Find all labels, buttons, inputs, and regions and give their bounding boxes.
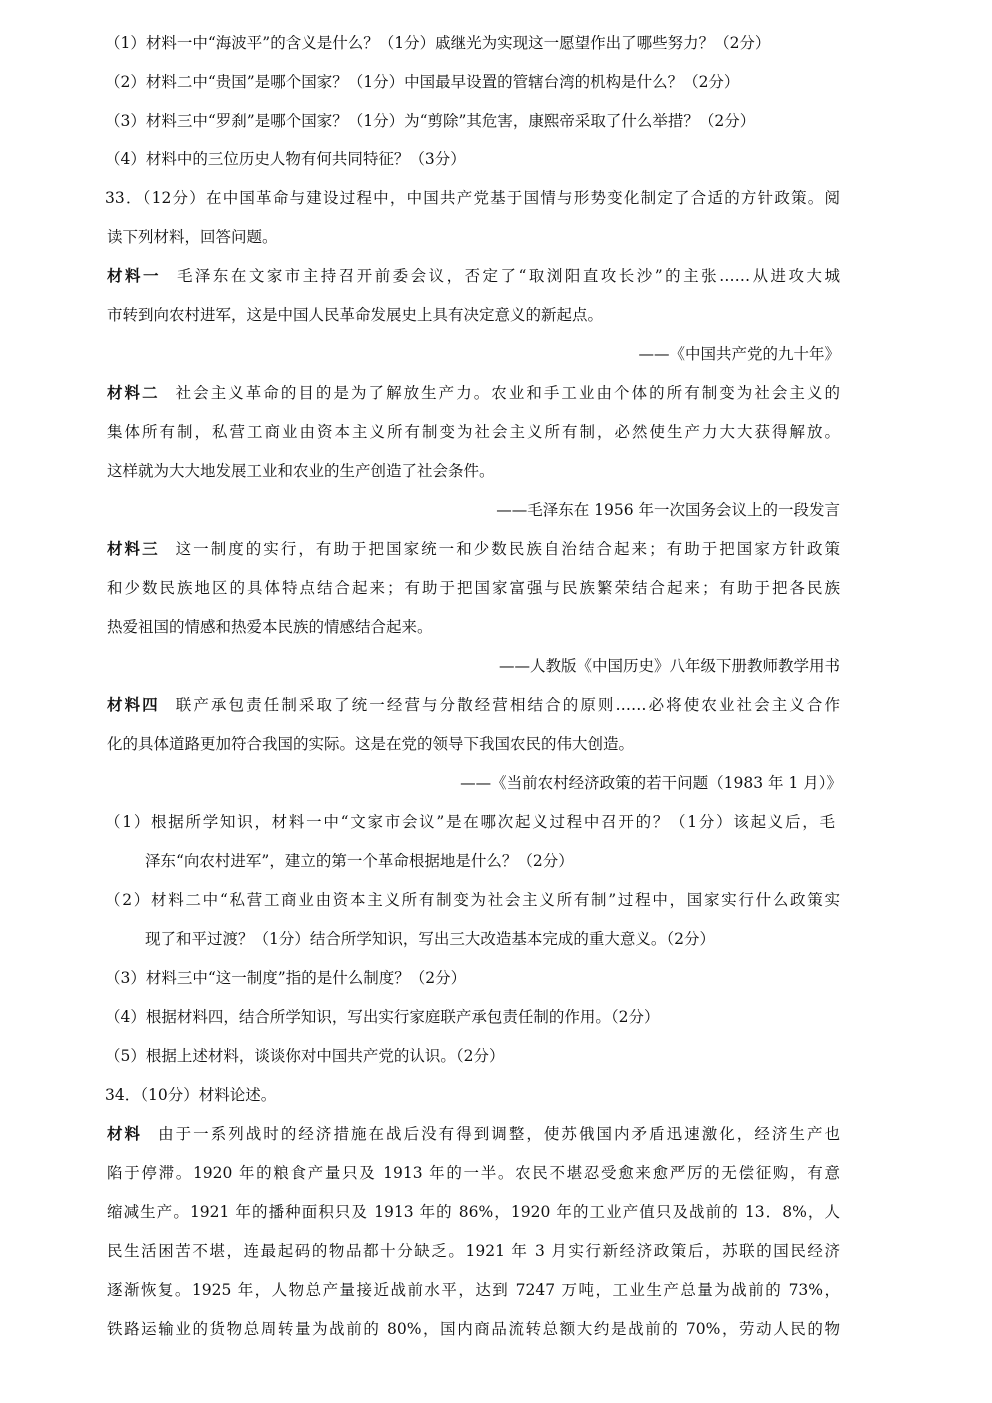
- material-label: 材料四: [107, 696, 160, 714]
- material-source: ——毛泽东在 1956 年一次国务会议上的一段发言: [496, 501, 840, 519]
- material-text: 由于一系列战时的经济措施在战后没有得到调整，使苏俄国内矛盾迅速激化，经济生产也: [158, 1125, 840, 1143]
- material-text: 缩减生产。1921 年的播种面积只及 1913 年的 86%，1920 年的工业产值只及战前的 13．8%，人: [107, 1203, 840, 1221]
- material-source: ——人教版《中国历史》八年级下册教师教学用书: [498, 657, 840, 675]
- q34-intro: 34．（10分）材料论述。: [105, 1086, 277, 1104]
- material-text: 民生活困苦不堪，连最起码的物品都十分缺乏。1921 年 3 月实行新经济政策后，苏联的国民经济: [107, 1242, 840, 1260]
- q33-subquestion-2-cont: 现了和平过渡？（1分）结合所学知识，写出三大改造基本完成的重大意义。（2分）: [145, 930, 715, 948]
- material-text: 集体所有制，私营工商业由资本主义所有制变为社会主义所有制，必然使生产力大大获得解放。: [107, 423, 840, 441]
- material-label: 材料二: [107, 384, 160, 402]
- q34-material: [107, 1123, 840, 1145]
- q33-subquestion-2: （2）材料二中“私营工商业由资本主义所有制变为社会主义所有制”过程中，国家实行什么政策实: [105, 891, 840, 909]
- material-label: 材料三: [107, 540, 160, 558]
- q33-subquestion-1-cont: 泽东“向农村进军”，建立的第一个革命根据地是什么？（2分）: [145, 852, 574, 870]
- q33-subquestion-3: （3）材料三中“这一制度”指的是什么制度？（2分）: [105, 969, 467, 987]
- q32-subquestion-1: （1）材料一中“海波平”的含义是什么？（1分）戚继光为实现这一愿望作出了哪些努力？（2分）: [105, 34, 771, 52]
- q33-subquestion-1: （1）根据所学知识，材料一中“文家市会议”是在哪次起义过程中召开的？（1分）该起义后，毛: [105, 813, 835, 831]
- q33-material-4: [107, 694, 840, 716]
- q33-material-1: [107, 265, 840, 287]
- q33-intro-cont: 读下列材料，回答问题。: [107, 228, 278, 246]
- material-text: 毛泽东在文家市主持召开前委会议，否定了“取浏阳直攻长沙”的主张……从进攻大城: [176, 267, 840, 285]
- material-text: 这样就为大大地发展工业和农业的生产创造了社会条件。: [107, 462, 495, 480]
- material-text: 市转到向农村进军，这是中国人民革命发展史上具有决定意义的新起点。: [107, 306, 604, 324]
- q32-subquestion-2: （2）材料二中“贵国”是哪个国家？（1分）中国最早设置的管辖台湾的机构是什么？（2分）: [105, 73, 740, 91]
- q32-subquestion-3: （3）材料三中“罗刹”是哪个国家？（1分）为“剪除”其危害，康熙帝采取了什么举措？（2分）: [105, 112, 756, 130]
- material-label: 材料一: [107, 267, 161, 285]
- material-text: 热爱祖国的情感和热爱本民族的情感结合起来。: [107, 618, 433, 636]
- material-text: 这一制度的实行，有助于把国家统一和少数民族自治结合起来；有助于把国家方针政策: [175, 540, 840, 558]
- q33-subquestion-5: （5）根据上述材料，谈谈你对中国共产党的认识。（2分）: [105, 1047, 505, 1065]
- material-text: 和少数民族地区的具体特点结合起来；有助于把国家富强与民族繁荣结合起来；有助于把各民族: [107, 579, 840, 597]
- material-text: 化的具体道路更加符合我国的实际。这是在党的领导下我国农民的伟大创造。: [107, 735, 635, 753]
- q33-material-3: [107, 538, 840, 560]
- material-text: 逐渐恢复。1925 年，人物总产量接近战前水平，达到 7247 万吨，工业生产总量为战前的 73%，: [107, 1281, 840, 1299]
- material-source: ——《当前农村经济政策的若干问题（1983 年 1 月）》: [460, 774, 842, 792]
- material-text: 社会主义革命的目的是为了解放生产力。农业和手工业由个体的所有制变为社会主义的: [175, 384, 840, 402]
- q33-subquestion-4: （4）根据材料四，结合所学知识，写出实行家庭联产承包责任制的作用。（2分）: [105, 1008, 660, 1026]
- material-text: 铁路运输业的货物总周转量为战前的 80%，国内商品流转总额大约是战前的 70%，劳动人民的物: [107, 1320, 840, 1338]
- material-label: 材料: [107, 1125, 143, 1143]
- q32-subquestion-4: （4）材料中的三位历史人物有何共同特征？（3分）: [105, 150, 466, 168]
- material-text: 联产承包责任制采取了统一经营与分散经营相结合的原则……必将使农业社会主义合作: [175, 696, 840, 714]
- q33-material-2: [107, 382, 840, 404]
- q33-intro: 33．（12分）在中国革命与建设过程中，中国共产党基于国情与形势变化制定了合适的方针政策。阅: [105, 189, 840, 207]
- material-source: ——《中国共产党的九十年》: [638, 345, 840, 363]
- material-text: 陷于停滞。1920 年的粮食产量只及 1913 年的一半。农民不堪忍受愈来愈严厉的无偿征购，有意: [107, 1164, 840, 1182]
